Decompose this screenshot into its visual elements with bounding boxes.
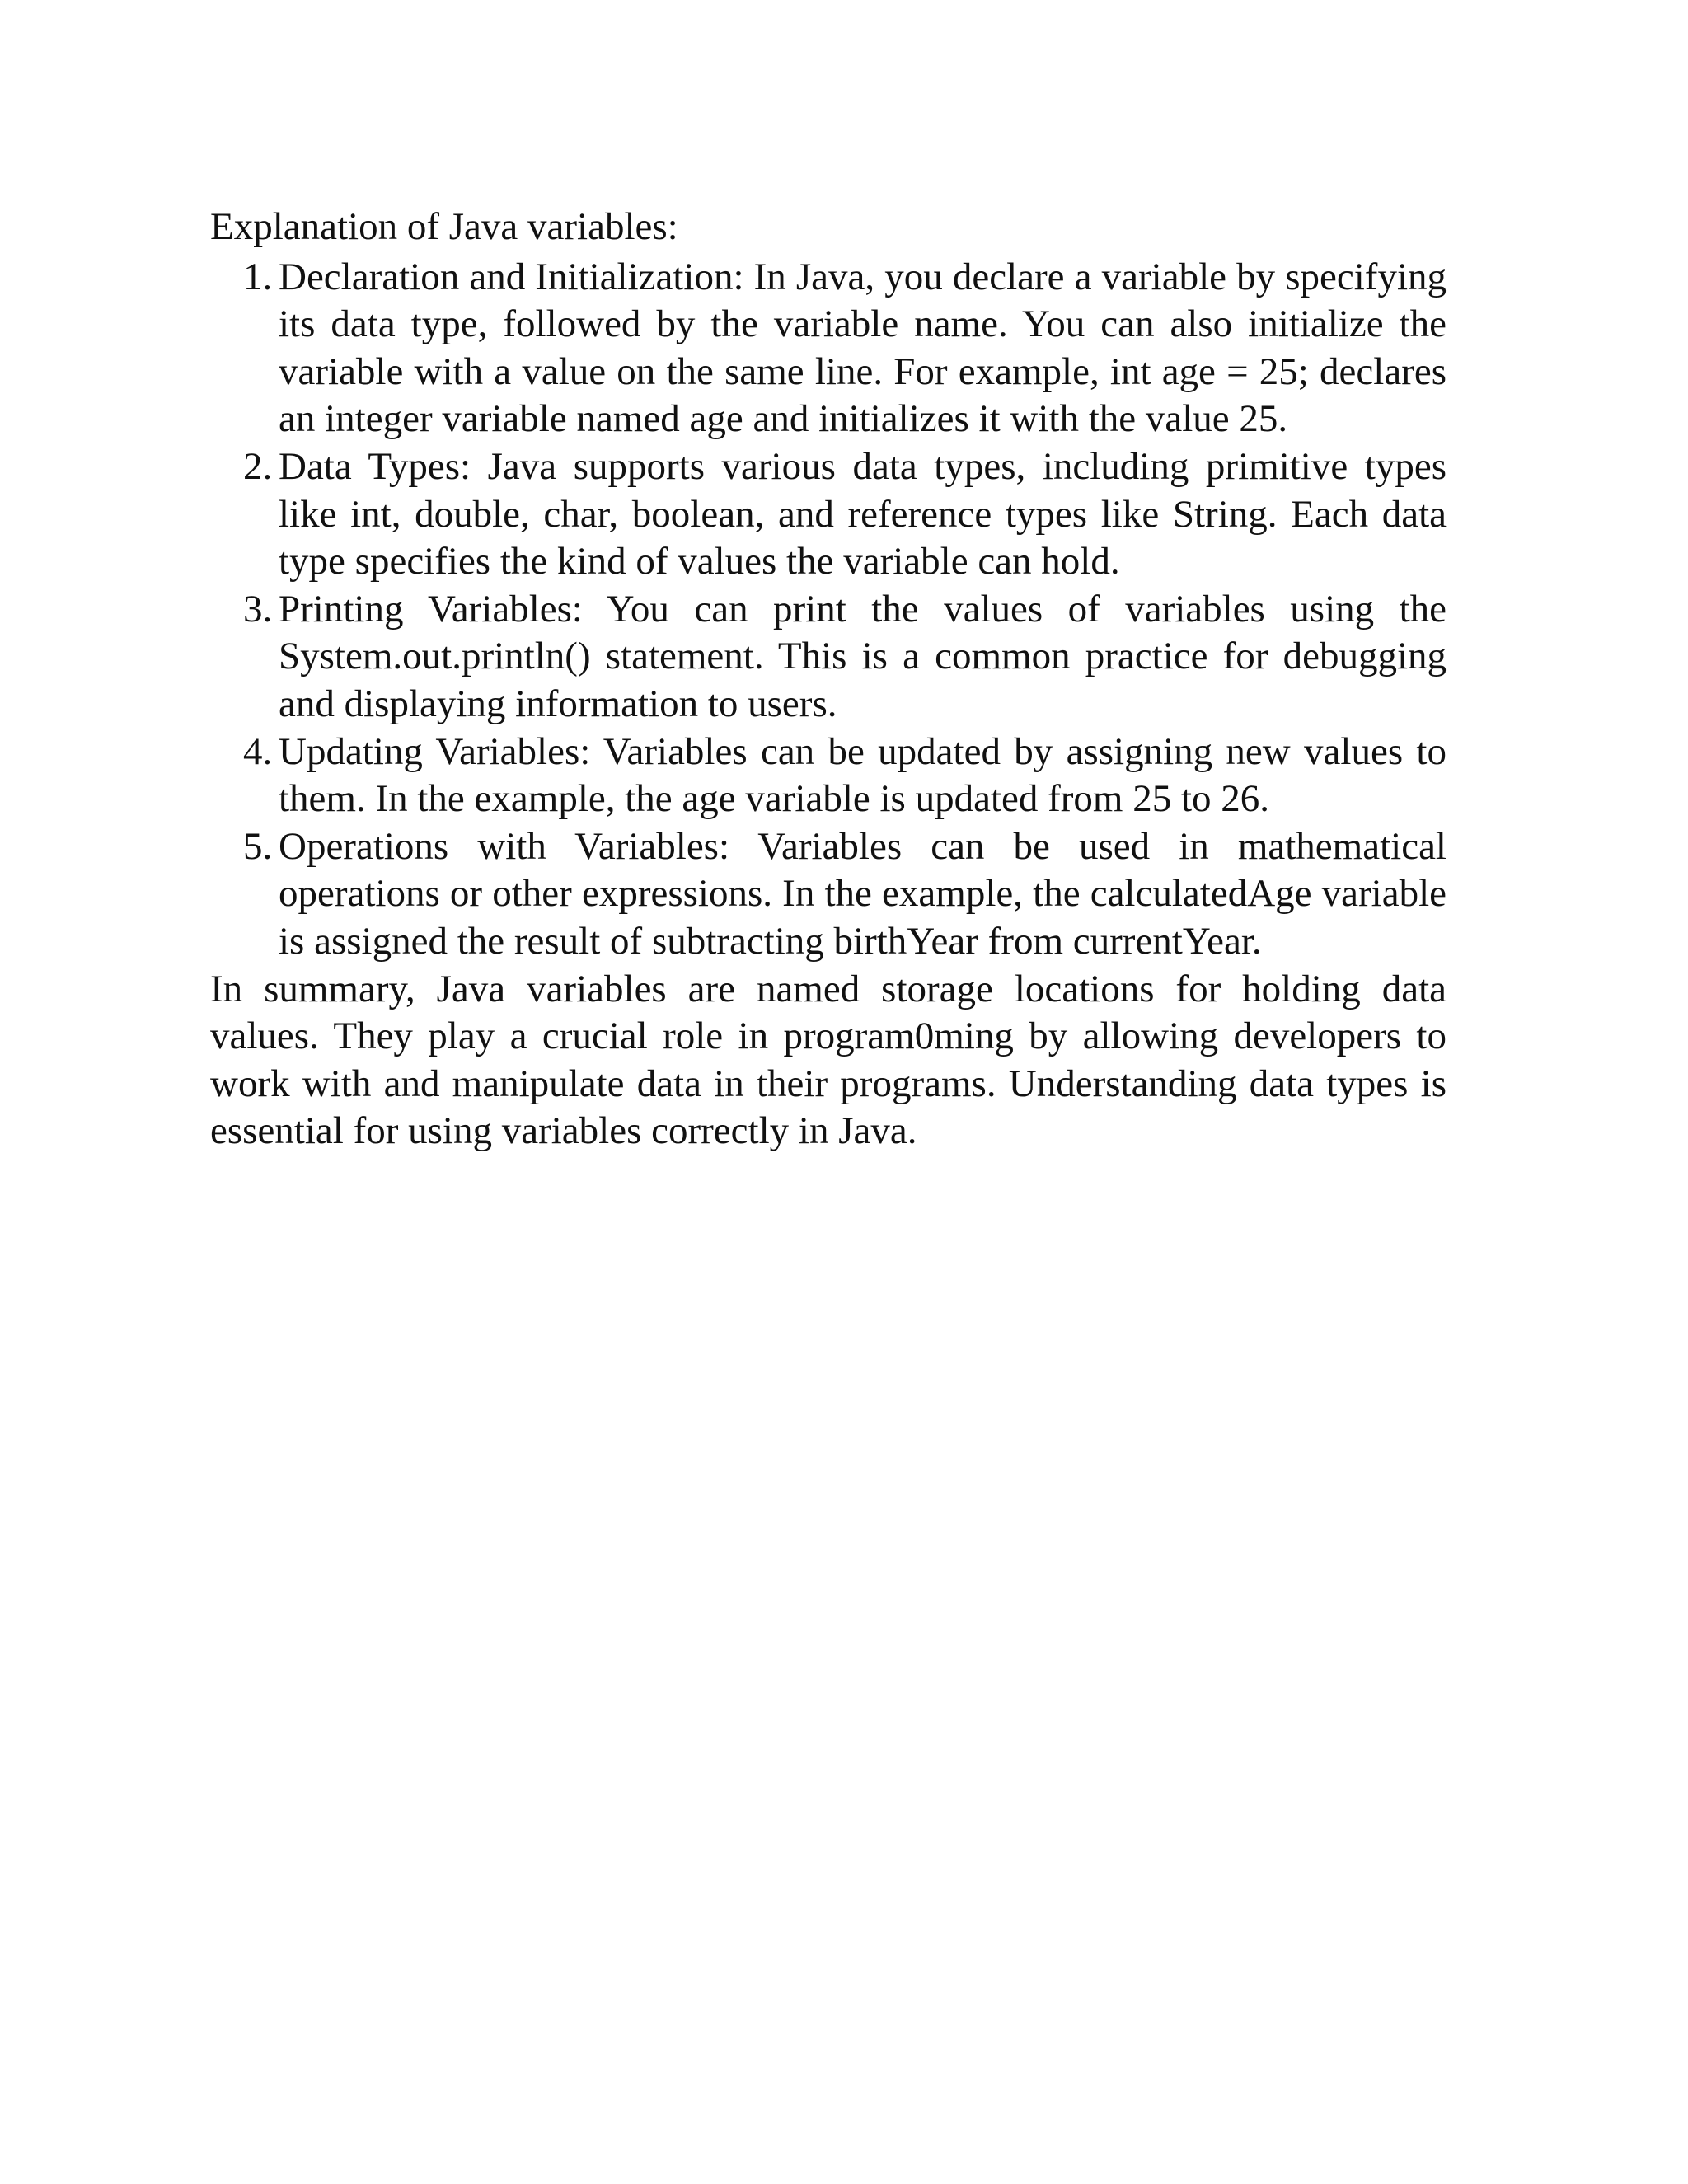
list-item-text: Operations with Variables: Variables can be used in mathematical operations or other expressions. In the example, the calculatedAge variable is assigned the result of subtracting birthYear from currentYear. (279, 824, 1447, 963)
list-item-text: Updating Variables: Variables can be updated by assigning new values to them. In the example, the age variable is updated from 25 to 26. (279, 729, 1447, 821)
list-item-text: Printing Variables: You can print the values of variables using the System.out.println() statement. This is a common practice for debugging and displaying information to users. (279, 587, 1447, 725)
list-item-number: 1. (243, 255, 273, 298)
list-item-number: 5. (243, 824, 273, 868)
list-item (210, 729, 1447, 823)
summary-paragraph: In summary, Java variables are named storage locations for holding data values. They play a crucial role in program0ming by allowing developers to work with and manipulate data in their programs. Understanding data types is essential for using variables correctly in Java. (210, 967, 1447, 1153)
list-item-number: 3. (243, 587, 273, 630)
list-item (210, 823, 1447, 966)
document-heading: Explanation of Java variables: (210, 205, 678, 248)
list-item-text: Data Types: Java supports various data types, including primitive types like int, double, char, boolean, and reference types like String. Each data type specifies the kind of values the variable can hold. (279, 444, 1447, 583)
list-item (210, 443, 1447, 586)
document-page (210, 204, 1447, 1155)
list-item-text: Declaration and Initialization: In Java, you declare a variable by specifying its data type, followed by the variable name. You can also initialize the variable with a value on the same line. For example, int age = 25; declares an integer variable named age and initializes it with the value 25. (279, 255, 1447, 441)
list-item (210, 254, 1447, 443)
list-item-number: 2. (243, 444, 273, 488)
list-item-number: 4. (243, 729, 273, 773)
list-item (210, 586, 1447, 729)
numbered-list (210, 254, 1447, 966)
